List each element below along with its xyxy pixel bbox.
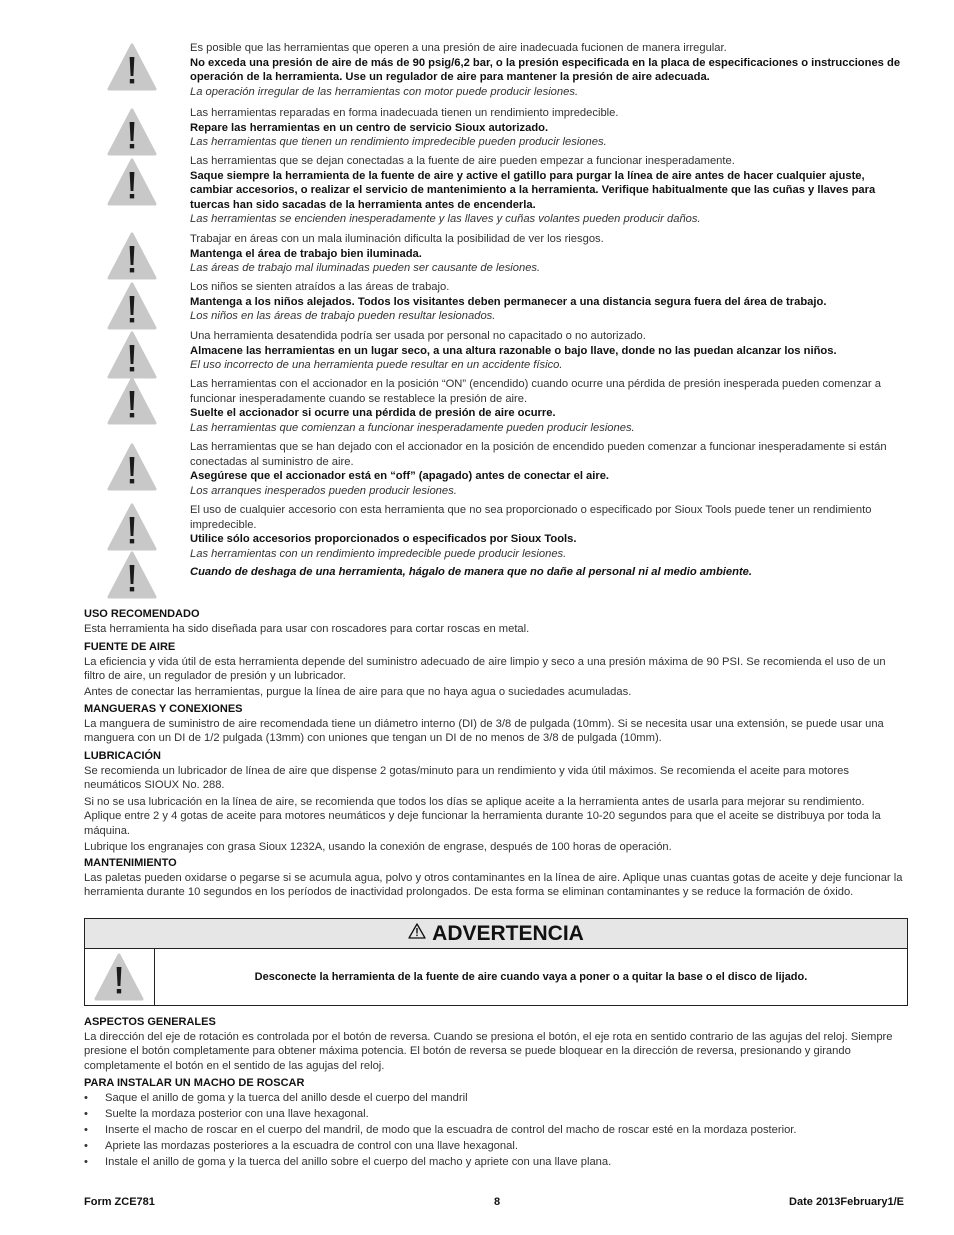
advertencia-body bbox=[85, 949, 907, 1006]
warning-triangle-icon bbox=[107, 503, 157, 551]
warning-hazard: Las herramientas reparadas en forma inadecuada tienen un rendimiento impredecible. bbox=[190, 107, 619, 119]
section-mangueras bbox=[84, 702, 904, 746]
warning-text bbox=[190, 565, 908, 580]
warning-triangle-icon bbox=[107, 232, 157, 280]
advertencia-icon-cell bbox=[85, 949, 155, 1006]
warning-result: El uso incorrecto de una herramienta puede resultar en un accidente físico. bbox=[190, 359, 563, 372]
warning-result: Las herramientas que tienen un rendimiento impredecible pueden producir lesiones. bbox=[190, 136, 607, 149]
warning-text bbox=[190, 106, 908, 150]
warning-hazard: Una herramienta desatendida podría ser usada por personal no capacitado o no autorizado. bbox=[190, 330, 646, 342]
section-heading: FUENTE DE AIRE bbox=[84, 641, 176, 653]
warning-action: Suelte el accionador si ocurre una pérdida de presión de aire ocurre. bbox=[190, 407, 556, 420]
section-paragraph: La dirección del eje de rotación es controlada por el botón de reversa. Cuando se presiona el botón, el eje rota en sentido contrario de las agujas del reloj. Siempre presione el botón completamente para obtener máxima potencia. El botón de reversa se puede bloquear en la dirección de reversa, presionando y girando completamente el botón en el sentido de las agujas del reloj. bbox=[84, 1030, 893, 1072]
warning-text bbox=[190, 232, 908, 276]
warning-hazard: Las herramientas con el accionador en la posición “ON” (encendido) cuando ocurre una pérdida de presión inesperada pueden comenzar a funcionar inesperadamente cuando se restablece la presión de aire. bbox=[190, 378, 881, 405]
list-item: • Inserte el macho de roscar en el cuerpo del mandril, de modo que la escuadra de control del macho de roscar esté en la mordaza posterior. bbox=[84, 1123, 797, 1136]
warning-result: Las herramientas que comienzan a funcionar inesperadamente pueden producir lesiones. bbox=[190, 421, 635, 434]
advertencia-box bbox=[84, 918, 908, 1006]
advertencia-title: ADVERTENCIA bbox=[432, 922, 584, 945]
warning-triangle-icon bbox=[107, 158, 157, 206]
section-paragraph: Antes de conectar las herramientas, purgue la línea de aire para que no haya agua o suciedades acumuladas. bbox=[84, 685, 632, 698]
document-date: Date 2013February1/E bbox=[789, 1196, 904, 1208]
warning-result: Los arranques inesperados pueden producir lesiones. bbox=[190, 484, 457, 497]
list-item: • Saque el anillo de goma y la tuerca del anillo desde el cuerpo del mandril bbox=[84, 1091, 468, 1104]
warning-action: No exceda una presión de aire de más de 90 psig/6,2 bar, o la presión especificada en la placa de especificaciones o instrucciones de operación de la herramienta. Use un regulador de aire para mantener la presión de aire adecuada. bbox=[190, 56, 901, 84]
warning-triangle-icon bbox=[107, 377, 157, 425]
warning-hazard: Trabajar en áreas con un mala iluminación dificulta la posibilidad de ver los riesgos. bbox=[190, 233, 604, 245]
warning-text bbox=[190, 280, 908, 324]
warning-action: Almacene las herramientas en un lugar seco, a una altura razonable o bajo llave, donde no las puedan alcanzar los niños. bbox=[190, 344, 837, 357]
warning-hazard: Es posible que las herramientas que operen a una presión de aire inadecuada fucionen de manera irregular. bbox=[190, 42, 727, 54]
warning-text bbox=[190, 503, 908, 561]
section-heading: PARA INSTALAR UN MACHO DE ROSCAR bbox=[84, 1077, 305, 1089]
warning-triangle-icon bbox=[94, 953, 144, 1001]
instructions-list bbox=[84, 1091, 904, 1170]
section-paragraph: Se recomienda un lubricador de línea de aire que dispense 2 gotas/minuto para un rendimiento y vida útil máximos. Se recomienda el aceite para motores neumáticos SIOUX No. 288. bbox=[84, 764, 849, 792]
warning-triangle-icon bbox=[107, 282, 157, 330]
warning-result: La operación irregular de las herramientas con motor puede producir lesiones. bbox=[190, 85, 579, 98]
warning-action: Repare las herramientas en un centro de servicio Sioux autorizado. bbox=[190, 121, 549, 134]
warning-text bbox=[190, 41, 908, 99]
warning-result: Los niños en las áreas de trabajo pueden resultar lesionados. bbox=[190, 310, 496, 323]
warning-outline-icon bbox=[408, 918, 426, 947]
warning-text bbox=[190, 154, 908, 227]
warning-hazard: Las herramientas que se han dejado con el accionador en la posición de encendido pueden comenzar a funcionar inesperadamente si están conectadas al suministro de aire. bbox=[190, 441, 887, 468]
section-paragraph: La manguera de suministro de aire recomendada tiene un diámetro interno (DI) de 3/8 de pulgada (10mm). Si se necesita usar una extensión, se puede usar una manguera con un DI de 1/2 pulgada (13mm) con uniones que tengan un DI de no menos de 3/8 de pulgada (10mm). bbox=[84, 717, 884, 745]
warning-triangle-icon bbox=[107, 551, 157, 599]
warning-text bbox=[190, 440, 908, 498]
section-heading: MANTENIMIENTO bbox=[84, 857, 177, 869]
list-item: • Instale el anillo de goma y la tuerca del anillo sobre el cuerpo del macho y apriete con una llave plana. bbox=[84, 1156, 612, 1169]
list-item: • Suelte la mordaza posterior con una llave hexagonal. bbox=[84, 1107, 369, 1120]
warning-action: Utilice sólo accesorios proporcionados o especificados por Sioux Tools. bbox=[190, 533, 577, 546]
warning-text bbox=[190, 329, 908, 373]
section-heading: MANGUERAS Y CONEXIONES bbox=[84, 703, 243, 715]
section-paragraph: La eficiencia y vida útil de esta herramienta depende del suministro adecuado de aire limpio y seco a una presión máxima de 90 PSI. Se recomienda el uso de un filtro de aire, un regulador de presión y un lubricador. bbox=[84, 655, 886, 683]
page-number: 8 bbox=[494, 1196, 501, 1208]
warning-triangle-icon bbox=[107, 443, 157, 491]
warning-action: Saque siempre la herramienta de la fuente de aire y active el gatillo para purgar la línea de aire antes de hacer cualquier ajuste, cambiar accesorios, o realizar el servicio de mantenimiento a la herramienta. Verifique habitualmente que las cuñas y llaves para tuercas han sido sacadas de la herramienta antes de encenderla. bbox=[190, 169, 876, 211]
warning-triangle-icon bbox=[107, 108, 157, 156]
list-item: • Apriete las mordazas posteriores a la escuadra de control con una llave hexagonal. bbox=[84, 1140, 518, 1153]
section-lubricacion bbox=[84, 749, 904, 854]
warning-action: Mantenga el área de trabajo bien iluminada. bbox=[190, 247, 422, 260]
warning-hazard: El uso de cualquier accesorio con esta herramienta que no sea proporcionado o especificado por Sioux Tools puede tener un rendimiento impredecible. bbox=[190, 504, 872, 531]
section-fuente-de-aire bbox=[84, 640, 904, 699]
advertencia-header bbox=[85, 919, 907, 949]
form-number: Form ZCE781 bbox=[84, 1196, 155, 1208]
warning-hazard: Las herramientas que se dejan conectadas a la fuente de aire pueden empezar a funcionar inesperadamente. bbox=[190, 155, 735, 167]
section-heading: USO RECOMENDADO bbox=[84, 608, 200, 620]
warning-action: Asegúrese que el accionador está en “off” (apagado) antes de conectar el aire. bbox=[190, 470, 610, 483]
section-mantenimiento bbox=[84, 856, 904, 900]
warning-action: Mantenga a los niños alejados. Todos los visitantes deben permanecer a una distancia segura fuera del área de trabajo. bbox=[190, 295, 827, 308]
section-instalar-macho bbox=[84, 1076, 904, 1172]
section-paragraph: Si no se usa lubricación en la línea de aire, se recomienda que todos los días se aplique aceite a la herramienta antes de usarla para mejorar su rendimiento. Aplique entre 2 y 4 gotas de aceite para motores neumáticos y deje funcionar la herramienta durante 10-20 segundos para que el aceite se distribuya por toda la máquina. bbox=[84, 795, 881, 837]
warning-result: Las herramientas se encienden inesperadamente y las llaves y cuñas volantes pueden producir daños. bbox=[190, 213, 701, 226]
section-paragraph: Lubrique los engranajes con grasa Sioux 1232A, usando la conexión de engrase, después de 100 horas de operación. bbox=[84, 840, 672, 853]
warning-hazard: Los niños se sienten atraídos a las áreas de trabajo. bbox=[190, 281, 450, 293]
section-uso-recomendado bbox=[84, 607, 904, 636]
warning-result: Las herramientas con un rendimiento impredecible puede producir lesiones. bbox=[190, 547, 567, 560]
advertencia-message: Desconecte la herramienta de la fuente de aire cuando vaya a poner o a quitar la base o el disco de lijado. bbox=[254, 971, 808, 983]
section-paragraph: Esta herramienta ha sido diseñada para usar con roscadores para cortar roscas en metal. bbox=[84, 622, 530, 635]
section-paragraph: Las paletas pueden oxidarse o pegarse si se acumula agua, polvo y otros contaminantes en la línea de aire. Aplique unas cuantas gotas de aceite y deje funcionar la herramienta durante 10 segundos en los períodos de inactividad prolongados. De esta forma se eliminan contaminantes y se reduce la formación de óxido. bbox=[84, 871, 903, 899]
warning-disposal: Cuando de deshaga de una herramienta, hágalo de manera que no dañe al personal ni al medio ambiente. bbox=[190, 566, 752, 578]
warning-text bbox=[190, 377, 908, 435]
section-heading: LUBRICACIÓN bbox=[84, 750, 161, 762]
warning-triangle-icon bbox=[107, 331, 157, 379]
warning-result: Las áreas de trabajo mal iluminadas pueden ser causante de lesiones. bbox=[190, 262, 541, 275]
section-aspectos-generales bbox=[84, 1015, 904, 1073]
warning-triangle-icon bbox=[107, 43, 157, 91]
section-heading: ASPECTOS GENERALES bbox=[84, 1016, 216, 1028]
